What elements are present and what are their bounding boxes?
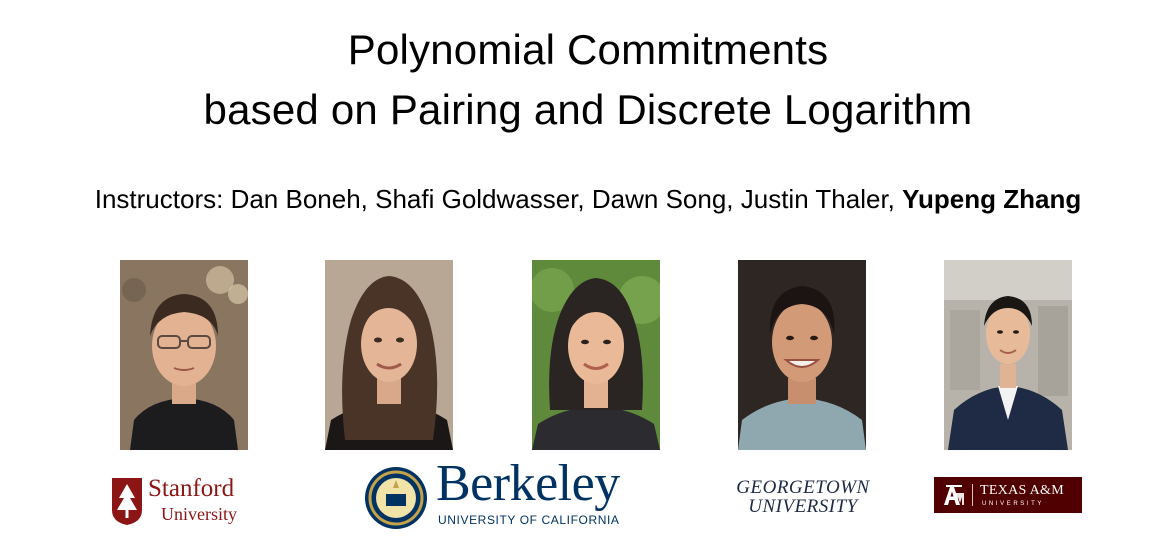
tamu-sub: UNIVERSITY <box>982 501 1045 507</box>
title-line-2: based on Pairing and Discrete Logarithm <box>203 86 973 133</box>
stanford-tree-icon <box>110 476 144 526</box>
tamu-logo <box>934 477 1082 513</box>
instructors-line <box>0 186 1176 212</box>
instructor-photo-3 <box>532 260 660 450</box>
instructor-highlighted: Yupeng Zhang <box>902 184 1082 214</box>
title-line-1: Polynomial Commitments <box>347 26 829 73</box>
uc-seal-icon <box>364 466 428 530</box>
instructors-label: Instructors: <box>94 184 231 214</box>
instructors-names: Dan Boneh, Shafi Goldwasser, Dawn Song, Justin Thaler, <box>230 184 903 214</box>
georgetown-line2: UNIVERSITY <box>748 496 858 517</box>
instructor-photo-2 <box>325 260 453 450</box>
berkeley-sub: UNIVERSITY OF CALIFORNIA <box>438 513 620 527</box>
stanford-name: Stanford <box>148 475 235 502</box>
atm-mark-icon <box>942 483 966 507</box>
berkeley-logo <box>362 455 624 534</box>
berkeley-name: Berkeley <box>436 455 620 512</box>
instructor-photo-5 <box>944 260 1072 450</box>
instructor-photo-1 <box>120 260 248 450</box>
georgetown-logo <box>720 478 886 522</box>
tamu-name: TEXAS A&M <box>980 483 1064 498</box>
stanford-logo <box>108 474 268 528</box>
stanford-sub: University <box>161 504 237 524</box>
tamu-divider <box>972 484 973 506</box>
instructor-photo-4 <box>738 260 866 450</box>
georgetown-line1: GEORGETOWN <box>736 477 870 498</box>
